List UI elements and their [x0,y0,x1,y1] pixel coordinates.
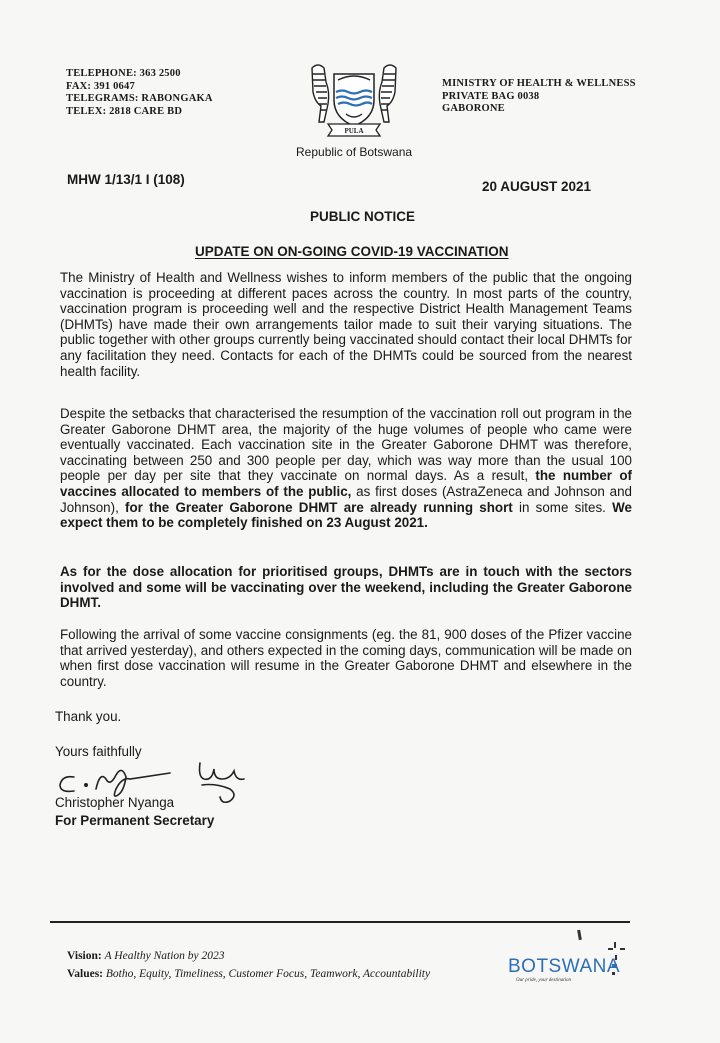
footer-divider [50,921,630,923]
ministry-address [442,78,636,116]
telephone-line: TELEPHONE: 363 2500 [66,68,181,79]
paragraph-3-text: As for the dose allocation for prioritised groups, DHMTs are in touch with the sectors involved and some will be vaccinating over the weekend, including the Greater Gaborone DHMT. [60,564,632,611]
p2-bold-b: the number of vaccines allocated to members of the public, [60,468,632,499]
p2-text-a: Despite the setbacks that characterised the resumption of the vaccination roll out program in the Greater Gaborone DHMT area, the majority of the huge volumes of people who came were eventually vaccinated. Each vaccination site in the Greater Gaborone DHMT was therefore, vaccinating between 250 and 300 people per day, which was way more than the usual 100 people per day per site that they vaccinate on normal days. As a result, [60,406,632,484]
brand-tagline: Our pride, your destination [516,978,571,983]
values-label: Values: [67,968,103,980]
p2-text-c: as first doses (AstraZeneca and Johnson and Johnson), [60,483,632,515]
paragraph-3 [60,564,632,611]
reference-number: MHW 1/13/1 I (108) [67,172,185,187]
p2-bold-f: We expect them to be completely finished on 23 August 2021. [60,499,632,531]
fax-line: FAX: 391 0647 [66,80,135,92]
city: GABORONE [442,103,505,114]
p2-text-e: in some sites. [512,499,613,515]
crest-motto: PULA [344,127,364,135]
paragraph-4-text: Following the arrival of some vaccine consignments (eg. the 81, 900 doses of the Pfizer vaccine that arrived yesterday), and others expected in the coming days, communication will be made on when first dose vaccination will resume in the Greater Gaborone DHMT and elsewhere in the country. [60,627,632,689]
telex-line: TELEX: 2818 CARE BD [66,105,183,117]
brand-wordmark: BOTSWANA [508,956,621,977]
notice-heading: PUBLIC NOTICE [310,209,416,224]
republic-label: Republic of Botswana [296,145,413,159]
paragraph-2 [60,406,632,531]
vision-value: A Healthy Nation by 2023 [104,950,225,962]
ministry-name: MINISTRY OF HEALTH & WELLNESS [442,78,636,89]
paragraph-1 [60,270,632,379]
thanks-line: Thank you. [55,709,122,724]
contact-block [66,68,213,118]
values-line [67,968,430,980]
letter-date: 20 AUGUST 2021 [482,179,592,194]
signatory-name: Christopher Nyanga [55,795,175,810]
paragraph-1-text: The Ministry of Health and Wellness wishes to inform members of the public that the ongoing vaccination is proceeding at different paces across the country. In most parts of the country, vaccination program is proceeding well and the respective District Health Management Teams (DHMTs) have made their own arrangements tailor made to suit their varying situations. The public together with other groups currently being vaccinated should contact their local DHMTs for any facilitation they need. Contacts for each of the DHMTs could be sourced from the nearest health facility. [60,270,632,379]
vision-line [67,950,225,962]
coat-of-arms-icon [298,58,410,140]
p2-bold-d: for the Greater Gaborone DHMT are already running short [125,499,513,515]
values-value: Botho, Equity, Timeliness, Customer Focus, Teamwork, Accountability [105,968,431,980]
vision-label: Vision: [67,950,102,962]
private-bag: PRIVATE BAG 0038 [442,90,540,102]
telegrams-line: TELEGRAMS: RABONGAKA [66,93,213,104]
valediction: Yours faithfully [55,744,142,759]
botswana-brand-logo [508,956,628,990]
paragraph-4 [60,627,632,689]
signatory-role: For Permanent Secretary [55,813,215,828]
notice-title: UPDATE ON ON-GOING COVID-19 VACCINATION [195,244,509,259]
